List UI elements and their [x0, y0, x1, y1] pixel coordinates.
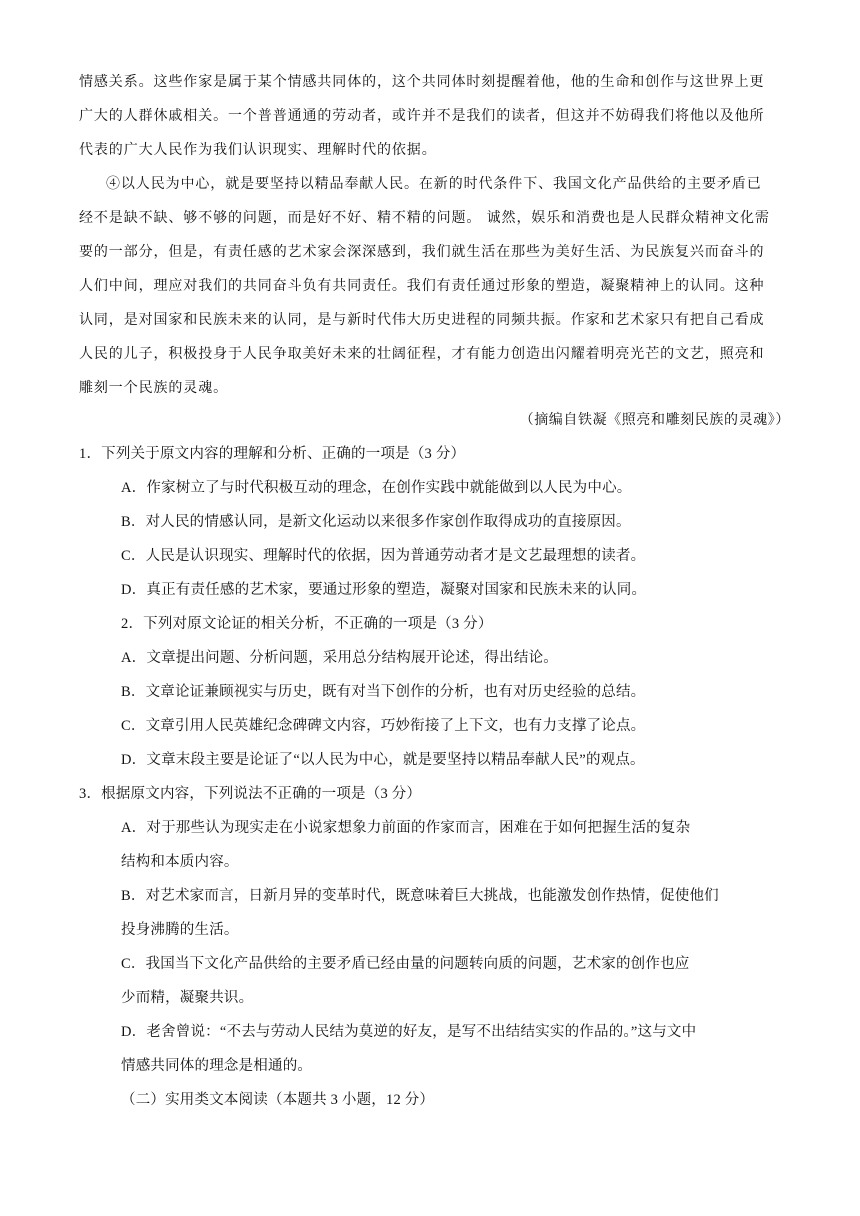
question-2-option-d: D．文章末段主要是论证了“以人民为中心，就是要坚持以精品奉献人民”的观点。: [121, 752, 645, 768]
question-3-option-b: B．对艺术家而言，日新月异的变革时代，既意味着巨大挑战，也能激发创作热情，促使他们: [121, 888, 719, 904]
passage-line: 人民的儿子，积极投身于人民争取美好未来的壮阔征程，才有能力创造出闪耀着明亮光芒的文艺，照亮和: [79, 346, 765, 362]
question-3-option-b-cont: 投身沸腾的生活。: [121, 922, 239, 938]
question-1-stem: 1．下列关于原文内容的理解和分析、正确的一项是（3 分）: [79, 446, 466, 462]
passage-line: 人们中间，理应对我们的共同奋斗负有共同责任。我们有责任通过形象的塑造，凝聚精神上的认同。这种: [79, 278, 765, 294]
question-1-option-d: D．真正有责任感的艺术家，要通过形象的塑造，凝聚对国家和民族未来的认同。: [121, 582, 647, 598]
passage-line: 雕刻一个民族的灵魂。: [79, 380, 228, 396]
question-2-option-b: B．文章论证兼顾视实与历史，既有对当下创作的分析，也有对历史经验的总结。: [121, 684, 646, 700]
question-1-option-c: C．人民是认识现实、理解时代的依据，因为普通劳动者才是文艺最理想的读者。: [121, 548, 646, 564]
passage-source: （摘编自铁凝《照亮和雕刻民族的灵魂》）: [519, 412, 790, 428]
passage-line: 广大的人群休戚相关。一个普普通通的劳动者，或许并不是我们的读者，但这并不妨碍我们将他以及他所: [79, 108, 765, 124]
question-3-option-d: D．老舍曾说：“不去与劳动人民结为莫逆的好友，是写不出结结实实的作品的。”这与文中: [121, 1024, 697, 1040]
passage-line: 认同，是对国家和民族未来的认同，是与新时代伟大历史进程的同频共振。作家和艺术家只有把自己看成: [79, 312, 765, 328]
question-3-option-c-cont: 少而精，凝聚共识。: [121, 990, 254, 1006]
passage-line: 代表的广大人民作为我们认识现实、理解时代的依据。: [79, 142, 437, 158]
passage-line: 情感关系。这些作家是属于某个情感共同体的，这个共同体时刻提醒着他，他的生命和创作与这世界上更: [79, 74, 765, 90]
question-3-option-c: C．我国当下文化产品供给的主要矛盾已经由量的问题转向质的问题，艺术家的创作也应: [121, 956, 690, 972]
passage-line: ④以人民为中心，就是要坚持以精品奉献人民。在新的时代条件下、我国文化产品供给的主要矛盾已: [106, 176, 762, 192]
question-3-option-d-cont: 情感共同体的理念是相通的。: [121, 1058, 313, 1074]
question-3-option-a: A．对于那些认为现实走在小说家想象力前面的作家而言，困难在于如何把握生活的复杂: [121, 820, 691, 836]
question-2-stem: 2．下列对原文论证的相关分析，不正确的一项是（3 分）: [121, 616, 493, 632]
question-2-option-a: A．文章提出问题、分析问题，采用总分结构展开论述，得出结论。: [121, 650, 558, 666]
passage-line: 要的一部分，但是，有责任感的艺术家会深深感到，我们就生活在那些为美好生活、为民族复兴而奋斗的: [79, 244, 765, 260]
passage-line: 经不是缺不缺、够不够的问题，而是好不好、精不精的问题。 诚然，娱乐和消费也是人民群众精神文化需: [79, 210, 770, 226]
section-heading: （二）实用类文本阅读（本题共 3 小题，12 分）: [121, 1092, 435, 1108]
question-3-option-a-cont: 结构和本质内容。: [121, 854, 239, 870]
question-1-option-b: B．对人民的情感认同，是新文化运动以来很多作家创作取得成功的直接原因。: [121, 514, 631, 530]
question-1-option-a: A．作家树立了与时代积极互动的理念，在创作实践中就能做到以人民为中心。: [121, 480, 632, 496]
question-2-option-c: C．文章引用人民英雄纪念碑碑文内容，巧妙衔接了上下文，也有力支撑了论点。: [121, 718, 646, 734]
question-3-stem: 3．根据原文内容，下列说法不正确的一项是（3 分）: [79, 786, 422, 802]
